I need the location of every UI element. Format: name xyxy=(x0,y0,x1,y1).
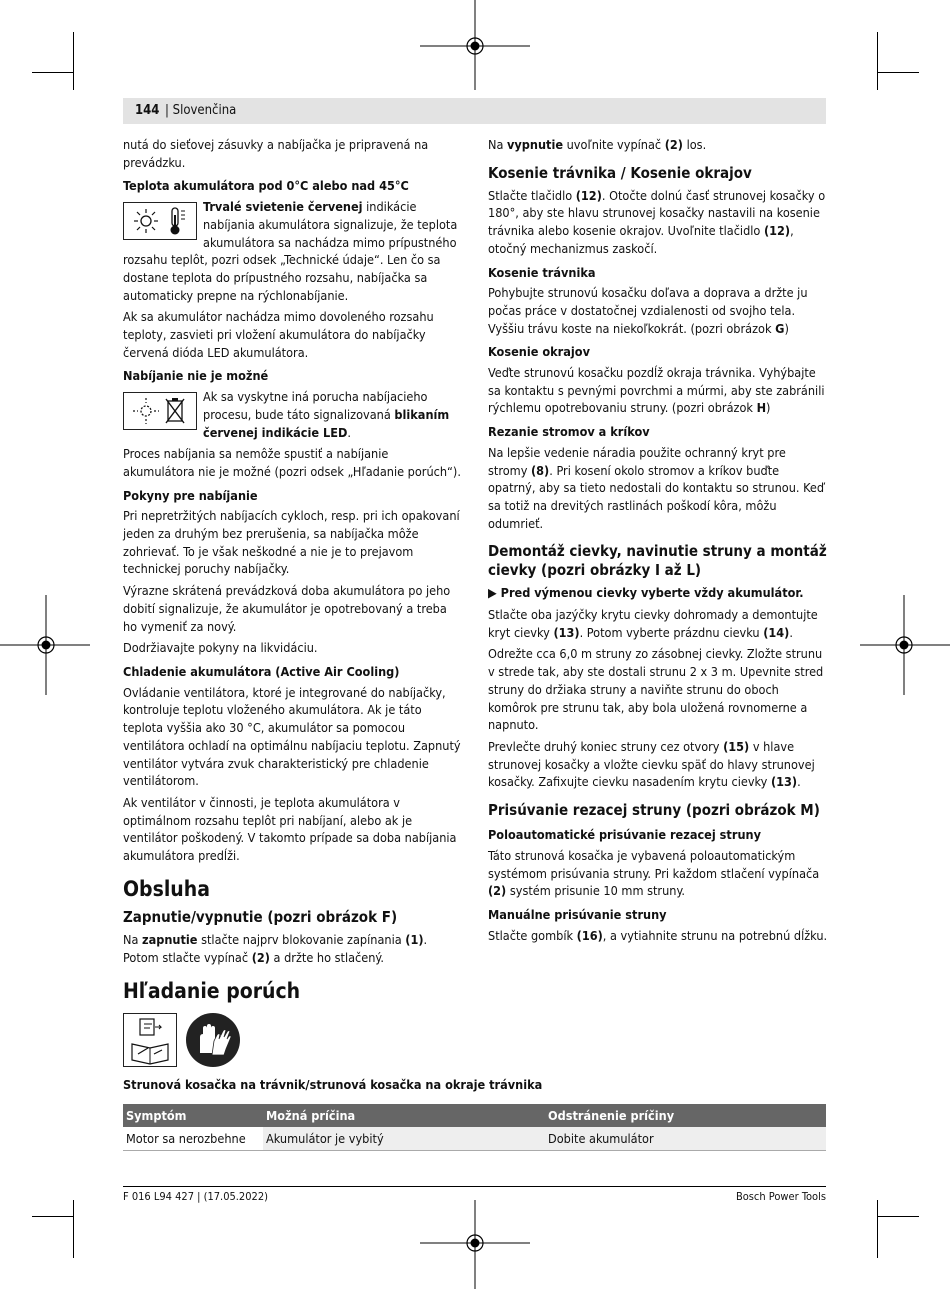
table-row xyxy=(123,1127,826,1151)
column-header-symptom: Symptóm xyxy=(123,1104,263,1127)
table-cell: Motor sa nerozbehne xyxy=(123,1127,263,1151)
paragraph: Na lepšie vedenie náradia použite ochranný kryt pre stromy (8). Pri kosení okolo stromov a kríkov buďte opatrný, aby sa tieto nedostali do kontaktu so strunou. Keď sa totiž na drevitých rastlinách poškodí kôra, môžu odumrieť. xyxy=(488,444,825,531)
paragraph: Veďte strunovú kosačku pozdĺž okraja trávnika. Vyhýbajte sa kontaktu s pevnými povrchmi a múrmi, aby ste zabránili rýchlemu opotrebovaniu struny. (pozri obrázok H) xyxy=(488,365,825,416)
triangle-bullet-icon: ▶ xyxy=(488,585,501,601)
right-column xyxy=(488,136,828,948)
section-heading: Demontáž cievky, navinutie struny a montáž cievky (pozri obrázky I až L) xyxy=(488,542,827,580)
paragraph: Stlačte oba jazýčky krytu cievky dohromady a demontujte kryt cievky (13). Potom vyberte prázdnu cievku (14). xyxy=(488,607,818,640)
paragraph: Ak sa vyskytne iná porucha nabíjacieho procesu, bude táto signalizovaná blikaním červenej indikácie LED. xyxy=(203,389,450,440)
crop-mark xyxy=(32,72,74,73)
paragraph: Pohybujte strunovú kosačku doľava a doprava a držte ju počas práce v dostatočnej vzdialenosti od svojho tela. Vyššiu trávu koste na niekoľkokrát. (pozri obrázok G) xyxy=(488,285,808,336)
crop-mark xyxy=(877,32,878,90)
page-number: 144 xyxy=(135,103,160,118)
registration-mark-bottom xyxy=(420,1200,530,1289)
troubleshooting-table xyxy=(123,1104,826,1151)
section-heading: Kosenie okrajov xyxy=(488,344,590,360)
manual-icon xyxy=(123,1013,177,1067)
footer-doc-id: F 016 L94 427 | (17.05.2022) xyxy=(123,1190,268,1203)
paragraph: Stlačte gombík (16), a vytiahnite strunu na potrebnú dĺžku. xyxy=(488,927,828,943)
paragraph: nutá do sieťovej zásuvky a nabíjačka je pripravená na prevádzku. xyxy=(123,137,429,170)
section-heading: Zapnutie/vypnutie (pozri obrázok F) xyxy=(123,908,398,927)
crop-mark xyxy=(877,72,919,73)
blinking-led-icon xyxy=(123,392,197,430)
registration-mark-left xyxy=(0,595,90,695)
section-heading: Nabíjanie nie je možné xyxy=(123,368,269,384)
table-header-row xyxy=(123,1104,826,1127)
paragraph: Pri nepretržitých nabíjacích cykloch, resp. pri ich opakovaní jeden za druhým bez prerušenia, sa nabíjačka môže zohrievať. To je však neškodné a nie je to prejavom technickej poruchy nabíjačky. xyxy=(123,508,460,577)
troubleshooting-heading: Hľadanie porúch xyxy=(123,979,301,1003)
section-heading: Prisúvanie rezacej struny (pozri obrázok M) xyxy=(488,801,820,820)
column-header-cause: Možná príčina xyxy=(263,1104,545,1127)
paragraph: Odrežte cca 6,0 m struny zo zásobnej cievky. Zložte strunu v strede tak, aby ste dostali strunu 2 x 3 m. Upevnite stred struny do držiaka struny a naviňte strunu do oboch komôrok pre strunu tak, aby bola uložená rovnomerne a napnuto. xyxy=(488,646,824,733)
paragraph: Prevlečte druhý koniec struny cez otvory (15) v hlave strunovej kosačky a vložte cievku späť do hlavy strunovej kosačky. Zafixujte cievku nasadením krytu cievky (13). xyxy=(488,738,815,790)
paragraph: Výrazne skrátená prevádzková doba akumulátora po jeho dobití signalizuje, že akumulátor je opotrebovaný a treba ho vymeniť za nový. xyxy=(123,583,451,634)
crop-mark xyxy=(73,1200,74,1258)
paragraph: Dodržiavajte pokyny na likvidáciu. xyxy=(123,640,318,656)
table-cell: Akumulátor je vybitý xyxy=(263,1127,545,1151)
paragraph: Trvalé svietenie červenej indikácie nabíjania akumulátora signalizuje, že teplota akumulátora sa nachádza mimo prípustného rozsahu teplôt, pozri odsek „Technické údaje“. Len čo sa dostane teplota do prípustného rozsahu, nabíjačka sa automaticky prepne na rýchlonabíjanie. xyxy=(123,199,458,303)
paragraph: Ak ventilátor v činnosti, je teplota akumulátora v optimálnom rozsahu teplôt pri nabíjaní, alebo ak je ventilátor poškodený. V takomto prípade sa doba nabíjania akumulátora predĺži. xyxy=(123,794,457,864)
paragraph: Ovládanie ventilátora, ktoré je integrované do nabíjačky, kontroluje teplotu vloženého akumulátora. Ak je táto teplota vyššia ako 30 °C, akumulátor sa pomocou ventilátora ochladí na optimálnu nabíjaciu teplotu. Zapnutý ventilátor vytvára zvuk charakteristický pre chladenie ventilátorom. xyxy=(123,684,461,789)
page-header xyxy=(123,98,826,124)
gloves-icon xyxy=(186,1013,240,1067)
registration-mark-right xyxy=(860,595,950,695)
paragraph: Stlačte tlačidlo (12). Otočte dolnú časť strunovej kosačky o 180°, aby ste hlavu strunovej kosačky nastavili na kosenie trávnika alebo kosenie okrajov. Uvoľnite tlačidlo (12), otočný mechanizmus zaskočí. xyxy=(488,187,826,256)
table-cell: Dobite akumulátor xyxy=(545,1127,826,1151)
paragraph: Na vypnutie uvoľnite vypínač (2) los. xyxy=(488,137,707,152)
paragraph: Na zapnutie stlačte najprv blokovanie zapínania (1). Potom stlačte vypínač (2) a držte ho stlačený. xyxy=(123,932,428,966)
section-heading: Kosenie trávnika / Kosenie okrajov xyxy=(488,163,752,182)
section-heading: Rezanie stromov a kríkov xyxy=(488,424,650,440)
section-heading: Manuálne prisúvanie struny xyxy=(488,906,667,922)
crop-mark xyxy=(877,1216,919,1217)
temperature-led-icon xyxy=(123,202,197,240)
section-heading: Poloautomatické prisúvanie rezacej struny xyxy=(488,827,761,843)
crop-mark xyxy=(73,32,74,90)
section-heading: Kosenie trávnika xyxy=(488,264,596,280)
table-title: Strunová kosačka na trávnik/strunová kosačka na okraje trávnika xyxy=(123,1077,543,1092)
section-heading: Chladenie akumulátora (Active Air Cooling) xyxy=(123,663,400,679)
chapter-heading: Obsluha xyxy=(123,876,210,901)
crop-mark xyxy=(877,1200,878,1258)
warning-bullet: ▶ Pred výmenou cievky vyberte vždy akumulátor. xyxy=(488,585,804,601)
left-column xyxy=(123,136,463,971)
section-heading: Pokyny pre nabíjanie xyxy=(123,487,258,503)
paragraph: Táto strunová kosačka je vybavená poloautomatickým systémom prisúvania struny. Pri každom stlačení vypínača (2) systém prisunie 10 mm struny. xyxy=(488,847,820,899)
column-header-remedy: Odstránenie príčiny xyxy=(545,1104,826,1127)
registration-mark-top xyxy=(420,0,530,90)
paragraph: Ak sa akumulátor nachádza mimo dovoleného rozsahu teploty, zasvieti pri vložení akumulátora do nabíjačky červená dióda LED akumulátora. xyxy=(123,309,434,360)
page-language: | Slovenčina xyxy=(165,103,237,118)
footer-rule xyxy=(123,1186,826,1187)
footer-brand: Bosch Power Tools xyxy=(735,1190,826,1203)
section-heading: Teplota akumulátora pod 0°C alebo nad 45°C xyxy=(123,178,409,194)
paragraph: Proces nabíjania sa nemôže spustiť a nabíjanie akumulátora nie je možné (pozri odsek „Hľadanie porúch“). xyxy=(123,446,461,479)
crop-mark xyxy=(32,1216,74,1217)
